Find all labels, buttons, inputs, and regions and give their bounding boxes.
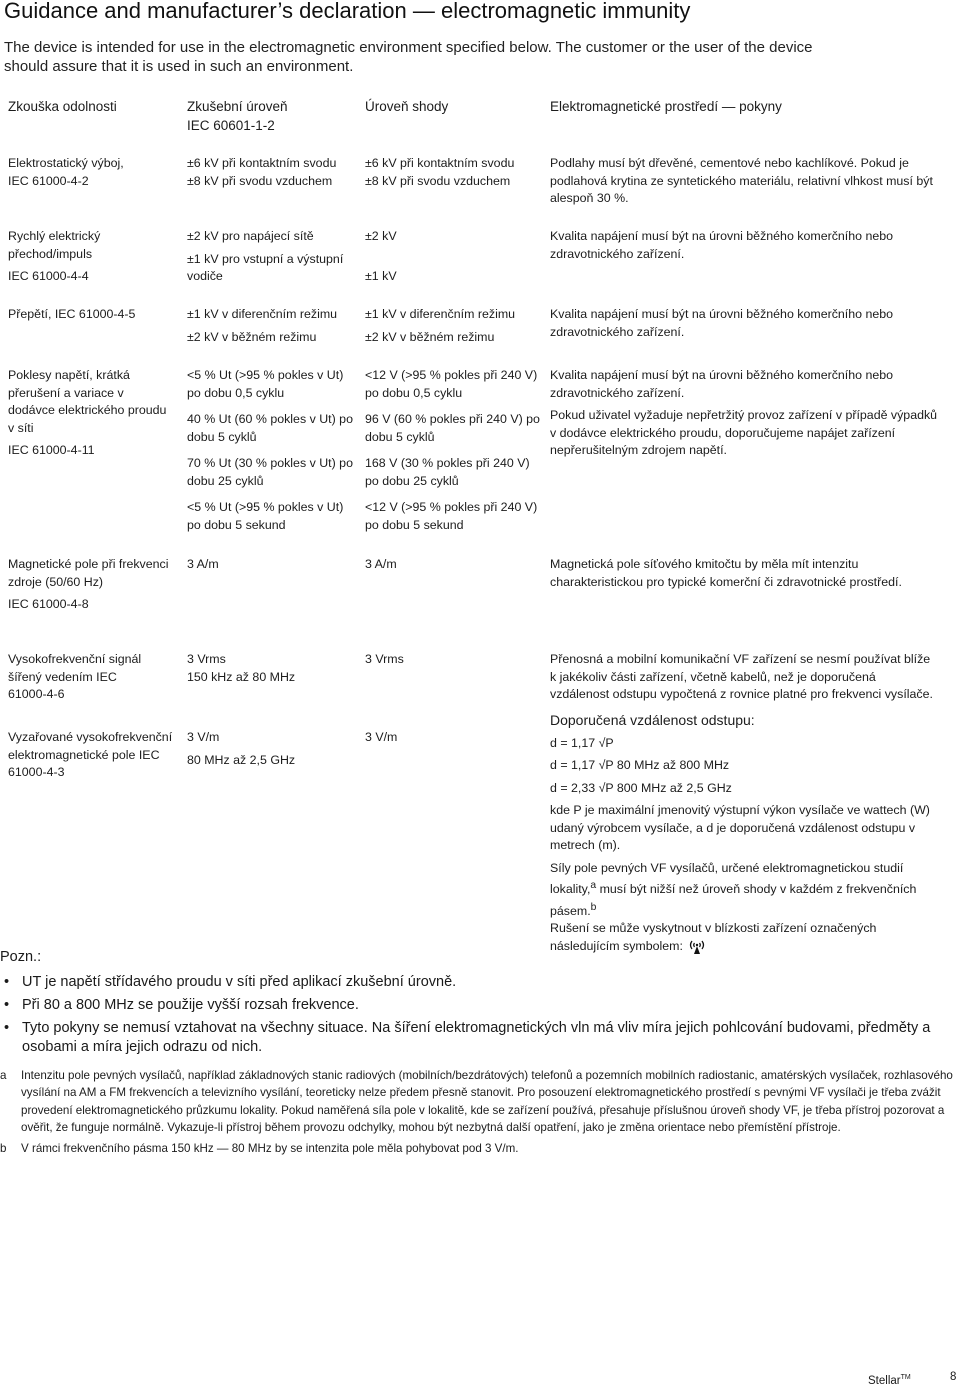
non-ionizing-radiation-icon (686, 938, 708, 954)
distance-title: Doporučená vzdálenost odstupu: (550, 712, 755, 728)
surge-compliance (365, 306, 545, 346)
footnote-a (0, 1067, 954, 1136)
header-guidance (550, 97, 942, 116)
intro-paragraph (4, 38, 934, 76)
footnote-text: V rámci frekvenčního pásma 150 kHz — 80 MHz by se intenzita pole měla pohybovat pod 3 V/m. (21, 1142, 519, 1156)
surge-level-line: ±2 kV v běžném režimu (187, 329, 317, 344)
notes-title: Pozn.: (0, 949, 42, 965)
header-standard-label: IEC 60601-1-2 (187, 118, 275, 133)
surge-test (8, 306, 176, 324)
eft-compliance-line: ±1 kV (365, 268, 397, 283)
header-test-label: Zkouška odolnosti (8, 99, 117, 114)
radiated-guidance (550, 712, 938, 955)
footnote-marker: b (0, 1142, 7, 1156)
conducted-test (8, 651, 158, 704)
distance-formula: d = 1,17 √P (550, 735, 614, 750)
magnetic-level-value: 3 A/m (187, 557, 219, 571)
esd-test-line: IEC 61000-4-2 (8, 173, 89, 188)
magnetic-level (187, 556, 357, 574)
conducted-level-line: 150 kHz až 80 MHz (187, 669, 296, 684)
surge-compliance-line: ±1 kV v diferenčním režimu (365, 307, 516, 321)
dips-test-standard: IEC 61000-4-11 (8, 443, 95, 457)
page-title: Guidance and manufacturer’s declaration — electromagnetic immunity (4, 0, 691, 23)
eft-level (187, 228, 357, 286)
footer-brand (868, 1371, 911, 1388)
trademark-mark: TM (900, 1374, 911, 1381)
dips-guidance (550, 367, 942, 460)
header-test (8, 97, 176, 116)
eft-test (8, 228, 128, 286)
radiated-compliance-value: 3 V/m (365, 730, 398, 744)
eft-test-standard: IEC 61000-4-4 (8, 269, 89, 283)
radiated-level-line: 80 MHz až 2,5 GHz (187, 752, 296, 767)
conducted-compliance (365, 651, 545, 669)
header-compliance-label: Úroveň shody (365, 99, 449, 114)
esd-compliance (365, 155, 545, 190)
dips-test-name: Poklesy napětí, krátká přerušení a variace v dodávce elektrického proudu v síti (8, 368, 167, 435)
footnote-text: Intenzitu pole pevných vysílačů, například základnových stanic radiových (mobilních/bezdrátových) telefonů a pozemních mobilních radiostanic, amatérských vysílaček, rozhlasového vysílání na AM a FM frekvencích a televizního vysílání, teoreticky nelze předem přesně stanovit. Pro posouzení elektromagnetického prostředí s pevnými VF vysílači je třeba zvážit provedení elektromagnetického průzkumu lokality. Pokud naměřená síla pole v lokalitě, kde se zařízení používá, přesahuje příslušnou úroveň shody VF, je třeba přístroj pozorovat a ověřit, že funguje normálně. Vykazuje-li přístroj během provozu odchylky, mohou být nezbytná další opatření, jako je změna orientace nebo přemístění přístroje. (21, 1069, 953, 1134)
esd-level (187, 155, 357, 190)
footnote-b (0, 1140, 954, 1157)
conducted-level (187, 651, 357, 686)
esd-test (8, 155, 176, 190)
distance-formula: d = 2,33 √P 800 MHz až 2,5 GHz (550, 780, 732, 795)
magnetic-test-name: Magnetické pole při frekvenci zdroje (50/60 Hz) (8, 557, 169, 589)
dips-compliance-item: <12 V (>95 % pokles při 240 V) po dobu 0,5 cyklu (365, 368, 538, 400)
eft-level-line: ±2 kV pro napájecí sítě (187, 229, 314, 243)
intro-line: should assure that it is used in such an environment. (4, 58, 354, 75)
distance-explanation: kde P je maximální jmenovitý výstupní výkon vysílače ve wattech (W) udaný výrobcem vysílače, a d je doporučená vzdálenost odstupu v metrech (m). (550, 803, 930, 852)
conducted-guidance-text: Přenosná a mobilní komunikační VF zařízení se nesmí používat blíže k jakékoliv části zařízení, včetně kabelů, než je doporučená vzdálenost odstupu vypočtená z rovnice platné pro frekvenci vysílače. (550, 652, 933, 701)
conducted-level-line: 3 Vrms (187, 652, 226, 666)
dips-compliance-item: <12 V (>95 % pokles při 240 V) po dobu 5 sekund (365, 500, 538, 532)
dips-level-item: <5 % Ut (>95 % pokles v Ut) po dobu 0,5 cyklu (187, 368, 344, 400)
field-strength-text (550, 860, 938, 956)
note-item: • UT je napětí střídavého proudu v síti před aplikací zkušební úrovně. (4, 973, 934, 992)
radiated-level-line: 3 V/m (187, 730, 220, 744)
radiated-test (8, 729, 180, 782)
interference-text: Rušení se může vyskytnout v blízkosti zařízení označených následujícím symbolem: (550, 921, 877, 953)
header-test-level-label: Zkušební úroveň (187, 99, 288, 114)
dips-level-item: 70 % Ut (30 % pokles v Ut) po dobu 25 cyklů (187, 456, 353, 488)
esd-level-line: ±6 kV při kontaktním svodu (187, 156, 337, 170)
radiated-test-name: Vyzařované vysokofrekvenční elektromagnetické pole IEC 61000-4-3 (8, 730, 173, 779)
distance-formula: d = 1,17 √P 80 MHz až 800 MHz (550, 758, 730, 772)
radiated-level (187, 729, 357, 769)
note-item: • Při 80 a 800 MHz se použije vyšší rozsah frekvence. (4, 996, 934, 1015)
magnetic-compliance (365, 556, 545, 574)
surge-compliance-line: ±2 kV v běžném režimu (365, 329, 495, 344)
esd-compliance-line: ±6 kV při kontaktním svodu (365, 156, 515, 170)
surge-guidance (550, 306, 942, 341)
dips-compliance (365, 367, 545, 534)
dips-compliance-item: 96 V (60 % pokles při 240 V) po dobu 5 cyklů (365, 412, 540, 444)
eft-guidance (550, 228, 942, 263)
magnetic-compliance-value: 3 A/m (365, 557, 397, 571)
dips-guidance-text: Pokud uživatel vyžaduje nepřetržitý provoz zařízení v případě výpadků v dodávce elektrického proudu, doporučujeme napájet zařízení nepřerušitelným zdrojem napětí. (550, 408, 938, 457)
surge-test-name: Přepětí, IEC 61000-4-5 (8, 307, 136, 321)
esd-compliance-line: ±8 kV při svodu vzduchem (365, 173, 511, 188)
magnetic-guidance (550, 556, 942, 591)
eft-compliance (365, 228, 545, 285)
notes-list (4, 973, 934, 1061)
conducted-test-name: Vysokofrekvenční signál šířený vedením IEC 61000-4-6 (8, 652, 142, 701)
radiated-compliance (365, 729, 545, 747)
surge-guidance-text: Kvalita napájení musí být na úrovni běžného komerčního nebo zdravotnického zařízení. (550, 307, 894, 339)
dips-compliance-item: 168 V (30 % pokles při 240 V) po dobu 25 cyklů (365, 456, 530, 488)
dips-level-item: 40 % Ut (60 % pokles v Ut) po dobu 5 cyklů (187, 412, 353, 444)
intro-line: The device is intended for use in the electromagnetic environment specified below. The customer or the user of the device (4, 39, 813, 56)
dips-level (187, 367, 357, 534)
surge-level-line: ±1 kV v diferenčním režimu (187, 307, 338, 321)
conducted-compliance-value: 3 Vrms (365, 652, 404, 666)
eft-level-line: ±1 kV pro vstupní a výstupní vodiče (187, 251, 344, 283)
header-guidance-label: Elektromagnetické prostředí — pokyny (550, 99, 782, 114)
magnetic-test (8, 556, 180, 614)
conducted-guidance (550, 651, 935, 704)
surge-level (187, 306, 357, 346)
footnote-ref-b: b (590, 901, 597, 913)
footnote-ref-a: a (590, 880, 597, 891)
field-strength-part: musí být nižší než úroveň shody v každém z frekvenčních pásem. (550, 882, 917, 918)
eft-compliance-line: ±2 kV (365, 229, 397, 243)
header-compliance (365, 97, 545, 116)
esd-guidance (550, 155, 942, 208)
header-test-level (187, 97, 357, 135)
note-item: • Tyto pokyny se nemusí vztahovat na všechny situace. Na šíření elektromagnetických vln má vliv míra jejich pohlcování budovami, předměty a osobami a míra jejich odrazu od nich. (4, 1019, 934, 1057)
page-number: 8 (950, 1371, 957, 1383)
esd-guidance-text: Podlahy musí být dřevěné, cementové nebo kachlíkové. Pokud je podlahová krytina ze syntetického materiálu, relativní vlhkost musí být alespoň 30 %. (550, 156, 933, 205)
dips-level-item: <5 % Ut (>95 % pokles v Ut) po dobu 5 sekund (187, 500, 344, 532)
footnote-marker: a (0, 1069, 7, 1082)
brand-name: Stellar (868, 1374, 901, 1387)
magnetic-test-standard: IEC 61000-4-8 (8, 597, 89, 611)
dips-test (8, 367, 168, 460)
dips-guidance-text: Kvalita napájení musí být na úrovni běžného komerčního nebo zdravotnického zařízení. (550, 368, 894, 400)
eft-guidance-text: Kvalita napájení musí být na úrovni běžného komerčního nebo zdravotnického zařízení. (550, 229, 894, 261)
field-strength-part: Síly pole pevných VF vysílačů, určené elektromagnetickou studií lokality, (550, 860, 904, 897)
footnotes (0, 1067, 954, 1161)
esd-level-line: ±8 kV při svodu vzduchem (187, 173, 333, 188)
esd-test-line: Elektrostatický výboj, (8, 156, 124, 170)
eft-test-name: Rychlý elektrický přechod/impuls (8, 229, 101, 261)
magnetic-guidance-text: Magnetická pole síťového kmitočtu by měla mít intenzitu charakteristickou pro typické komerční či zdravotnické prostředí. (550, 557, 902, 589)
